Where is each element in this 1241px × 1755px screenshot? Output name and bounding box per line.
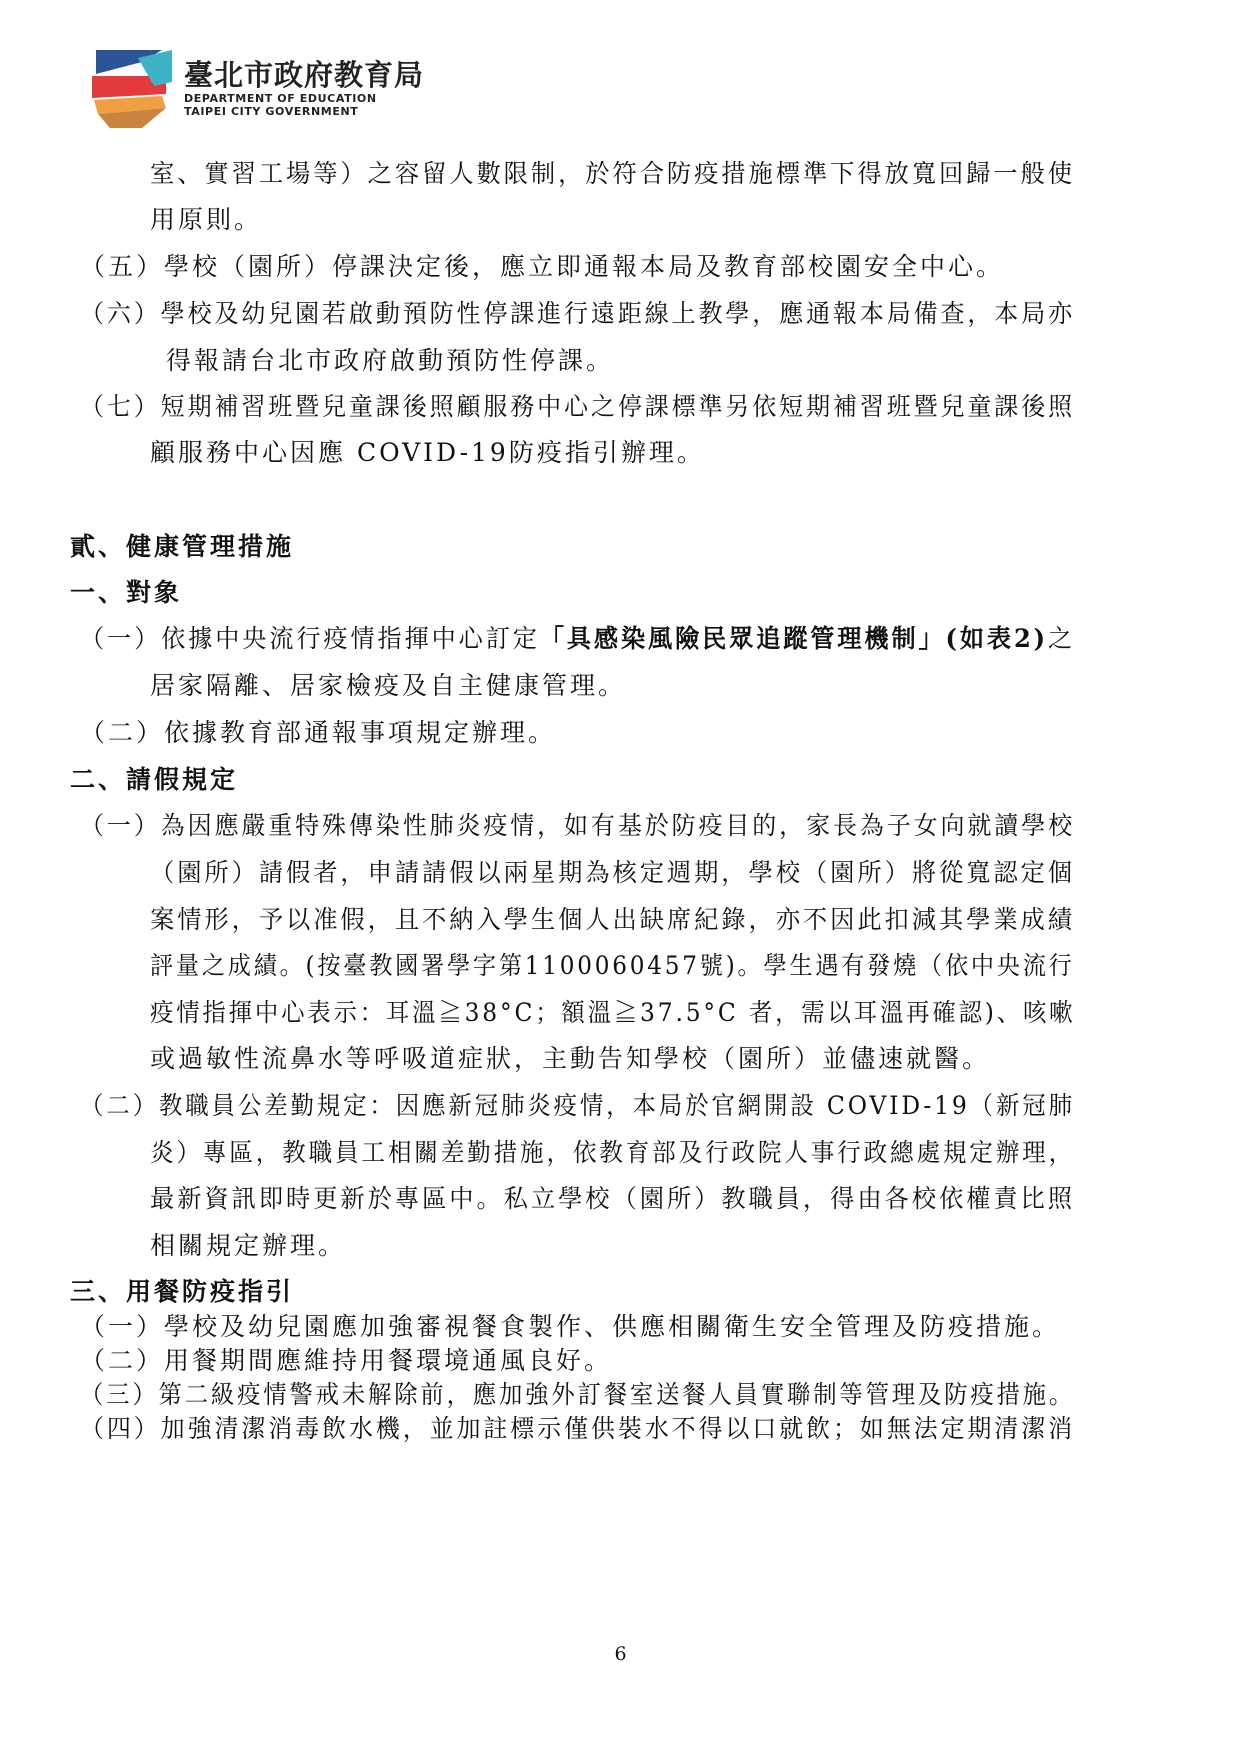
text-line: （一）為因應嚴重特殊傳染性肺炎疫情，如有基於防疫目的，家長為子女向就讀學校 bbox=[80, 811, 1075, 840]
text-line: （一）學校及幼兒園應加強審視餐食製作、供應相關衛生安全管理及防疫措施。 bbox=[80, 1312, 1061, 1341]
text-segment: （一）依據中央流行疫情指揮中心訂定 bbox=[80, 624, 540, 653]
text-line: （二）教職員公差勤規定：因應新冠肺炎疫情，本局於官網開設 COVID-19（新冠肺 bbox=[80, 1091, 1075, 1120]
page-number: 6 bbox=[614, 1643, 627, 1665]
text-segment: 之 bbox=[1048, 624, 1076, 653]
subsection-heading: 二、請假規定 bbox=[70, 765, 239, 794]
text-line: 案情形，予以准假，且不納入學生個人出缺席紀錄，亦不因此扣減其學業成績 bbox=[150, 905, 1075, 934]
text-line: （五）學校（園所）停課決定後，應立即通報本局及教育部校園安全中心。 bbox=[80, 252, 1005, 281]
org-name-en-line2: TAIPEI CITY GOVERNMENT bbox=[184, 105, 359, 118]
bold-reference: 「具感染風險民眾追蹤管理機制」(如表2) bbox=[539, 624, 1049, 653]
text-line: 疫情指揮中心表示：耳溫≧38°C；額溫≧37.5°C 者，需以耳溫再確認)、咳嗽 bbox=[150, 998, 1076, 1027]
text-line: 用原則。 bbox=[150, 205, 263, 234]
text-line: 相關規定辦理。 bbox=[150, 1231, 347, 1260]
text-line: 最新資訊即時更新於專區中。私立學校（園所）教職員，得由各校依權責比照 bbox=[150, 1184, 1075, 1213]
text-line: （二）依據教育部通報事項規定辦理。 bbox=[80, 718, 557, 747]
text-line: 室、實習工場等）之容留人數限制，於符合防疫措施標準下得放寬回歸一般使 bbox=[150, 159, 1075, 188]
text-line: （三）第二級疫情警戒未解除前，應加強外訂餐室送餐人員實聯制等管理及防疫措施。 bbox=[80, 1380, 1076, 1409]
text-line: 顧服務中心因應 COVID-19防疫指引辦理。 bbox=[150, 438, 705, 467]
text-line: 炎）專區，教職員工相關差勤措施，依教育部及行政院人事行政總處規定辦理， bbox=[150, 1138, 1076, 1167]
org-name-en-line1: DEPARTMENT OF EDUCATION bbox=[184, 92, 377, 105]
text-line: （園所）請假者，申請請假以兩星期為核定週期，學校（園所）將從寬認定個 bbox=[150, 858, 1075, 887]
section-heading: 貳、健康管理措施 bbox=[70, 532, 295, 561]
subsection-heading: 一、對象 bbox=[70, 578, 183, 607]
org-name-zh: 臺北市政府教育局 bbox=[184, 58, 425, 92]
text-line: 評量之成績。(按臺教國署學字第1100060457號)。學生遇有發燒（依中央流行 bbox=[150, 951, 1075, 980]
text-line: 得報請台北市政府啟動預防性停課。 bbox=[166, 346, 615, 375]
text-line bbox=[80, 623, 1075, 655]
text-line: 或過敏性流鼻水等呼吸道症狀，主動告知學校（園所）並儘速就醫。 bbox=[150, 1044, 991, 1073]
text-line: （七）短期補習班暨兒童課後照顧服務中心之停課標準另依短期補習班暨兒童課後照 bbox=[80, 392, 1075, 421]
subsection-heading: 三、用餐防疫指引 bbox=[70, 1277, 295, 1306]
text-line: （四）加強清潔消毒飲水機，並加註標示僅供裝水不得以口就飲；如無法定期清潔消 bbox=[80, 1414, 1075, 1443]
text-line: 居家隔離、居家檢疫及自主健康管理。 bbox=[150, 671, 627, 700]
text-line: （二）用餐期間應維持用餐環境通風良好。 bbox=[80, 1346, 613, 1375]
text-line: （六）學校及幼兒園若啟動預防性停課進行遠距線上教學，應通報本局備查，本局亦 bbox=[80, 299, 1075, 328]
